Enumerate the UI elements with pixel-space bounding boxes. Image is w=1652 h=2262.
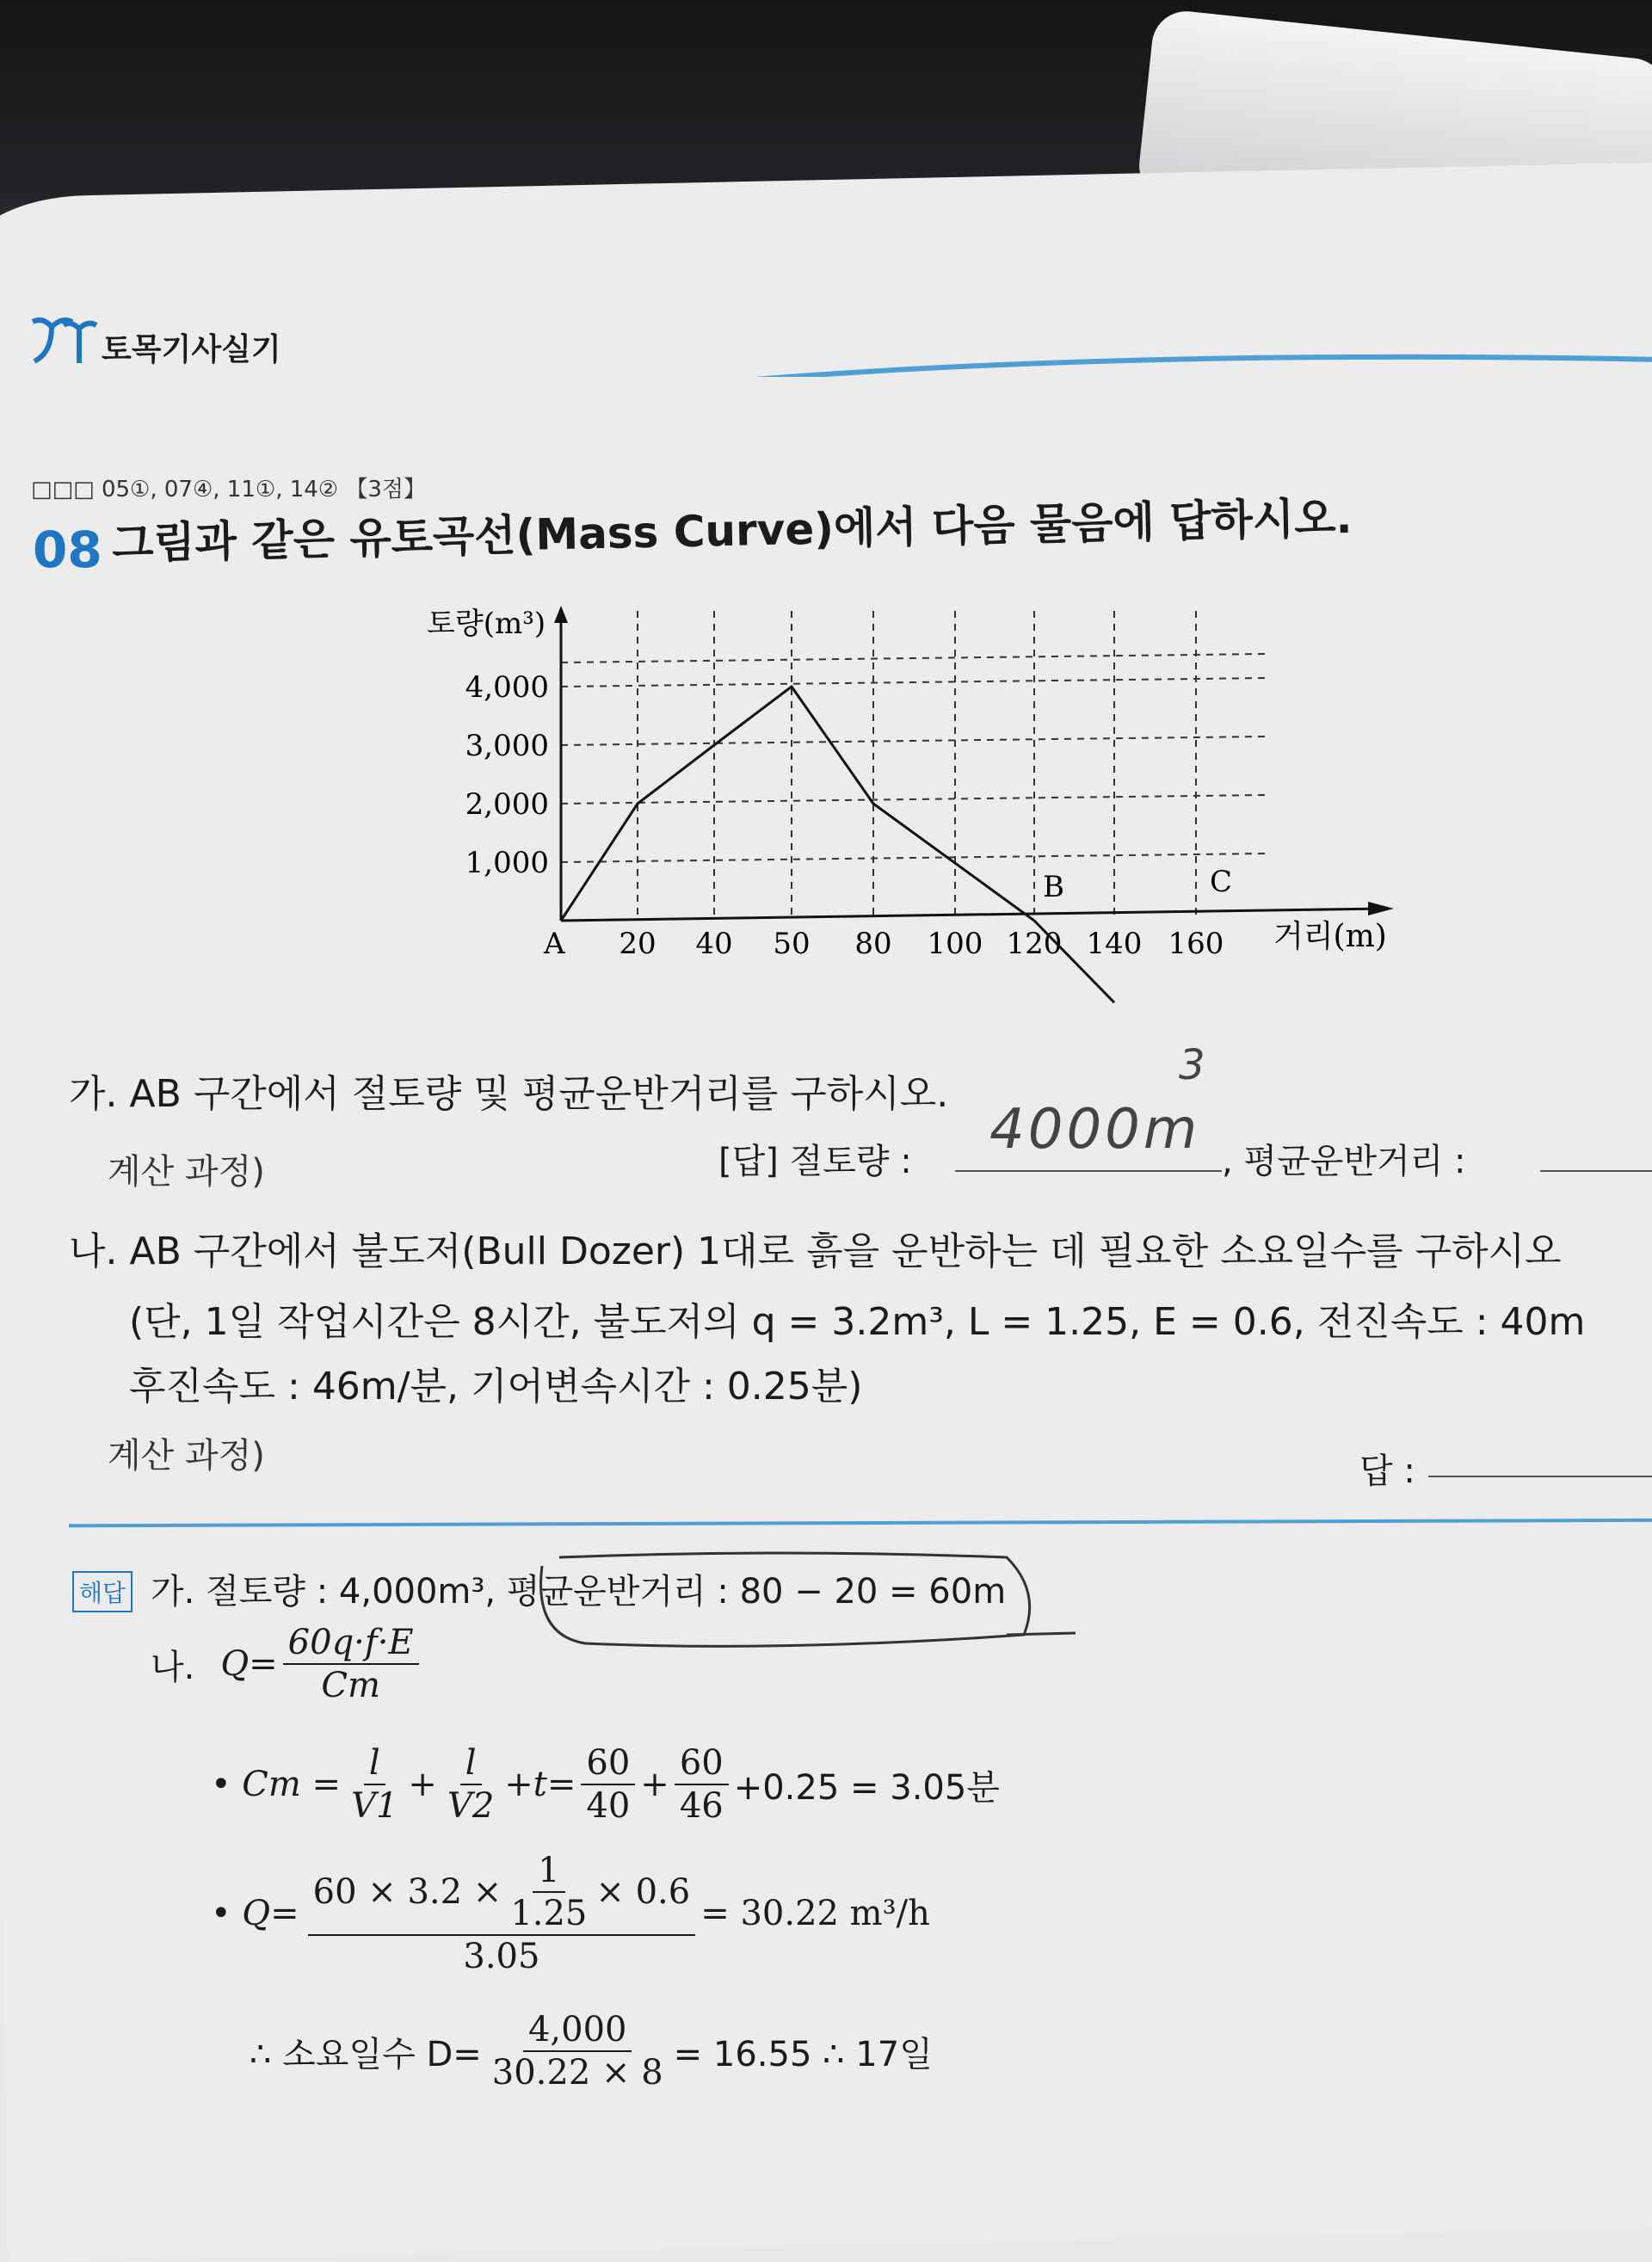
x-tick-label: 120 — [1007, 927, 1063, 961]
q-lhs: Q= — [220, 1644, 277, 1684]
q2-denominator: 3.05 — [458, 1936, 545, 1977]
part-b-condition-1: (단, 1일 작업시간은 8시간, 불도저의 q = 3.2m³, L = 1.25, E = 0.6, 전진속도 : 40m — [129, 1291, 1585, 1346]
x-tick-label: 140 — [1087, 927, 1143, 961]
sol-a-cut: 절토량 : 4,000m³, — [206, 1572, 496, 1612]
cm-term2-den: V2 — [442, 1785, 499, 1827]
d-result: = 16.55 ∴ 17일 — [674, 2027, 933, 2076]
point-label-a: A — [543, 927, 565, 961]
q2-one: 1 — [533, 1850, 564, 1893]
cm-v1-num: 60 — [581, 1742, 635, 1785]
q-denominator: Cm — [316, 1665, 385, 1706]
days-blank[interactable] — [1428, 1476, 1652, 1477]
q-numerator: 60q·f·E — [283, 1622, 419, 1665]
y-tick-label: 1,000 — [465, 846, 549, 880]
q2-num-b: × 0.6 — [595, 1871, 690, 1913]
x-axis-arrow — [1368, 902, 1394, 915]
q2-result: = 30.22 m³/h — [700, 1894, 930, 1933]
sol-b-label: 나. — [151, 1640, 194, 1689]
x-tick-label: 160 — [1168, 927, 1224, 961]
distance-blank[interactable] — [1540, 1170, 1652, 1172]
cm-term1-num: l — [364, 1742, 385, 1785]
grid-line-h — [561, 654, 1265, 663]
header-line — [26, 308, 1652, 377]
point-label-c: C — [1210, 865, 1232, 899]
part-b-label: 나. — [69, 1230, 118, 1273]
cm-v2-num: 60 — [675, 1742, 729, 1785]
y-tick-label: 2,000 — [465, 787, 549, 822]
cm-v1-den: 40 — [581, 1785, 635, 1827]
part-a-distance-label: , 평균운반거리 : — [1222, 1134, 1465, 1183]
mass-curve-chart — [396, 594, 1411, 1024]
part-a-answer-prefix: [답] 절토량 : — [718, 1142, 912, 1181]
part-a-label: 가. — [69, 1072, 118, 1116]
grid-line-h — [561, 737, 1265, 745]
grid-line-h — [561, 854, 1265, 862]
cm-result: +0.25 = 3.05분 — [734, 1760, 1000, 1809]
handwritten-superscript: 3 — [1179, 1041, 1209, 1089]
cut-volume-blank[interactable] — [955, 1170, 1222, 1172]
y-tick-label: 3,000 — [465, 729, 549, 763]
grid-line-h — [561, 795, 1265, 804]
question-meta: □□□ 05①, 07④, 11①, 14② 【3점】 — [31, 472, 426, 503]
q2-lhs: • Q= — [211, 1894, 299, 1933]
part-b-condition-2: 후진속도 : 46m/분, 기어변속시간 : 0.25분) — [129, 1355, 862, 1410]
part-a-text: AB 구간에서 절토량 및 평균운반거리를 구하시오. — [130, 1072, 949, 1116]
part-b-answer-prefix: 답 : — [1359, 1444, 1415, 1493]
q-fraction — [283, 1622, 419, 1706]
part-b-text: AB 구간에서 불도저(Bull Dozer) 1대로 흙을 운반하는 데 필요한 소요일수를 구하시오 — [130, 1230, 1562, 1273]
x-axis-label: 거리(m) — [1273, 919, 1387, 954]
cm-term2-num: l — [460, 1742, 482, 1785]
sol-a-distance: 평균운반거리 : 80 − 20 = 60m — [507, 1572, 1006, 1612]
point-label-b: B — [1043, 870, 1064, 904]
d-denominator: 30.22 × 8 — [487, 2052, 669, 2093]
handwritten-answer: 4000m — [989, 1098, 1200, 1162]
header-title: 토목기사실기 — [102, 325, 281, 369]
q2-num-a: 60 × 3.2 × — [313, 1871, 502, 1913]
cm-lhs: • Cm = — [211, 1765, 341, 1804]
question-title: 그림과 같은 유토곡선(Mass Curve)에서 다음 물음에 답하시오. — [111, 484, 1353, 571]
part-b-calc: 계산 과정) — [108, 1428, 265, 1477]
x-axis — [561, 909, 1385, 921]
cm-v2-den: 46 — [675, 1785, 729, 1827]
chart-axes — [554, 606, 1394, 921]
sol-a-label: 가. — [151, 1572, 194, 1612]
y-tick-label: 4,000 — [465, 670, 549, 705]
y-axis-label: 토량(m³) — [427, 607, 546, 641]
chart-grid — [561, 611, 1265, 921]
x-tick-label: 20 — [619, 927, 656, 961]
d-prefix: ∴ 소요일수 D= — [250, 2027, 482, 2076]
x-tick-label: 80 — [854, 927, 891, 961]
cm-mid: +t= — [504, 1765, 576, 1804]
d-numerator: 4,000 — [523, 2009, 632, 2052]
x-tick-label: 50 — [773, 927, 810, 961]
y-axis-arrow — [554, 606, 568, 623]
x-tick-label: 100 — [928, 927, 983, 961]
q2-125: 1.25 — [505, 1893, 592, 1934]
solution-badge: 해답 — [72, 1571, 133, 1612]
part-a-calc: 계산 과정) — [108, 1144, 265, 1193]
question-number: 08 — [33, 521, 102, 579]
handwritten-circle — [525, 1540, 1076, 1669]
x-tick-label: 40 — [695, 927, 732, 961]
cm-term1-den: V1 — [346, 1785, 403, 1827]
grid-line-h — [561, 678, 1265, 687]
